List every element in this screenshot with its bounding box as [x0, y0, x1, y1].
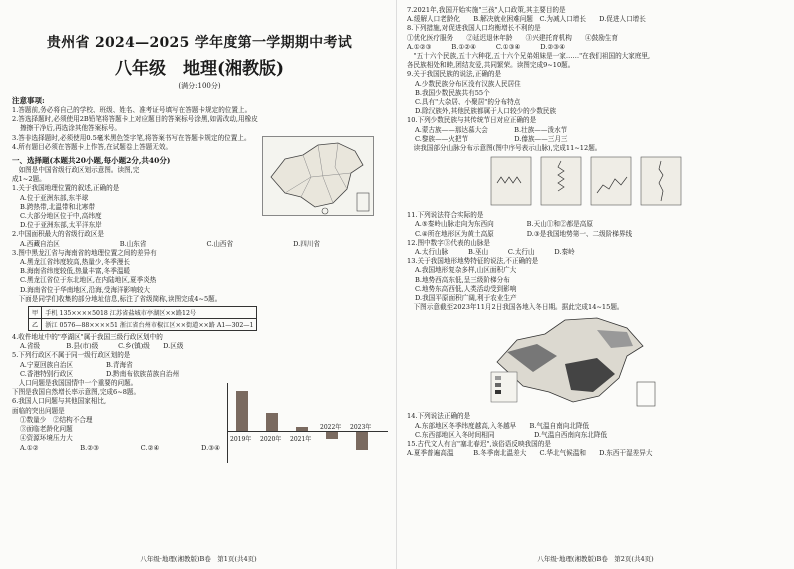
- note-line: 1.答题前,务必将自己的学校、班级、姓名、准考证号填写在答题卡规定的位置上。: [12, 106, 252, 114]
- options-row: [12, 444, 220, 453]
- option: B.②③: [80, 443, 100, 452]
- option-line: A.省级 B.县(市)级 C.乡(镇)级 D.区级: [20, 342, 184, 351]
- chart-bar: [296, 427, 308, 431]
- notes-heading: 注意事项:: [12, 96, 45, 105]
- option-line: ①优化医疗服务 ②延迟退休年龄 ③兴建托育机构 ④鼓励生育: [407, 33, 618, 42]
- option: C.山西省: [206, 239, 234, 248]
- winter-onset-map: [407, 312, 782, 412]
- option-line: A.①②③ B.①②④ C.①③④ D.②③④: [407, 42, 566, 51]
- note-line: 擦擦干净后,再选涂其他答案标号。: [20, 124, 122, 133]
- question-line: 3.图中黑龙江省与海南省的地理位置之间的差异有: [12, 248, 157, 257]
- table-cell: 乙: [29, 319, 42, 331]
- option-line: ③面临老龄化问题: [20, 425, 73, 434]
- question-line: 读我国部分山脉分布示意图(图中序号表示山脉),完成11~12题。: [407, 144, 602, 153]
- table-cell: 手机 135××××5018 江苏省盐城市亭湖区××路12号: [42, 307, 257, 319]
- china-province-map: [262, 136, 374, 216]
- question-line: 4.收件地址中的"亭湖区"属于我国三级行政区划中的: [12, 333, 163, 342]
- option-line: A.⑤秦岭山脉走向为东西向 B.天山①和②都是高原: [415, 220, 593, 229]
- page-footer: 八年级·地理(湘教版)B卷 第2页(共4页): [537, 555, 654, 563]
- question-line: 下图是我国自然增长率示意图,完成6~8题。: [12, 388, 141, 397]
- question-line: 11.下列说法符合实际的是: [407, 211, 484, 220]
- chart-year-label: 2020年: [260, 436, 282, 444]
- question-line: 下图示意截至2023年11月2日我国各地入冬日期。据此完成14~15题。: [407, 303, 624, 312]
- question-line: 2.中国面积最大的省级行政区是: [12, 230, 105, 239]
- question-line: 7.2021年,我国开始实施"三孩"人口政策,其主要目的是: [407, 6, 566, 14]
- china-map-icon: [263, 137, 373, 215]
- note-line: 2.答选择题时,必须使用2B铅笔将答题卡上对应题目的答案标号涂黑,如需改动,用橡皮: [12, 115, 258, 124]
- option-line: A.东部地区冬季纬度越高,入冬越早 B.气温自南向北降低: [415, 421, 590, 430]
- exam-title: 贵州省 2024—2025 学年度第一学期期中考试: [46, 35, 353, 51]
- option-line: A.太行山脉 B.巫山 C.太行山 D.秦岭: [415, 248, 575, 257]
- option-line: A.蒙古族——那达慕大会 B.壮族——泼水节: [415, 125, 568, 134]
- option-line: A.宁夏回族自治区 B.青海省: [20, 360, 133, 369]
- question-line: 10.下列少数民族与其传统节日对应正确的是: [407, 116, 537, 125]
- question-line: 14.下列说法正确的是: [407, 412, 471, 421]
- chart-year-label: 2021年: [290, 436, 312, 444]
- option: A.西藏自治区: [20, 239, 60, 248]
- chart-bar: [326, 432, 338, 439]
- chart-year-label: 2019年: [230, 436, 252, 444]
- question-line: 1.关于我国地理位置的叙述,正确的是: [12, 184, 120, 193]
- table-row: [29, 307, 257, 319]
- option: D.四川省: [293, 239, 320, 248]
- exam-subtitle: 八年级 地理(湘教版): [114, 59, 285, 79]
- chart-bar: [266, 413, 278, 431]
- option-line: A.夏季普遍高温 B.冬季南北温差大 C.华北气候温和 D.东西干湿差异大: [407, 449, 653, 458]
- question-line: 下面是同学们收集的部分地址信息,标注了省级简称,读图完成4~5题。: [12, 294, 222, 303]
- option-line: C.黑龙江省位于东北地区,在内陆地区,夏季炎热: [20, 276, 157, 285]
- option-line: A.我国地形复杂多样,山区面积广大: [415, 266, 517, 275]
- option-line: D.除汉族外,其他民族都属于人口较少的少数民族: [415, 107, 557, 116]
- option-line: C.④所在地形区为黄土高原 D.③是我国地势第一、二级阶梯界线: [415, 229, 633, 238]
- question-line: "五十六个民族,五十六种花,五十六个兄弟姐妹是一家……"在我们祖国的大家庭里,: [407, 52, 651, 61]
- question-line: 成1~2题。: [12, 175, 46, 184]
- table-cell: 浙江 0576—88××××51 浙江省台州市椒江区××街道××路 A1—302—1: [42, 319, 257, 331]
- mountain-ranges-icon: [487, 153, 794, 209]
- option-line: ①数量少 ②结构不合理: [20, 415, 93, 424]
- chart-year-label: 2022年: [320, 424, 342, 432]
- option-line: C.东西部地区入冬时间相同 D.气温自西南向东北降低: [415, 430, 608, 439]
- section-heading: 一、选择题(本题共20小题,每小题2分,共40分): [12, 156, 171, 166]
- question-line: 12.图中数字③代表的山脉是: [407, 238, 491, 247]
- mountain-map-strip: [407, 153, 782, 211]
- question-line: 13.关于我国地形地势特征的说法,不正确的是: [407, 257, 539, 266]
- table-row: [29, 319, 257, 331]
- question-line: 5.下列行政区不属于同一级行政区划的是: [12, 351, 131, 360]
- option-line: C.香港特别行政区 D.黔南布依族苗族自治州: [20, 369, 180, 378]
- option-line: A.少数民族分布区没有汉族人民居住: [415, 79, 521, 88]
- option: D.③④: [201, 443, 220, 452]
- option-line: A.黑龙江省纬度较高,热量少,冬季漫长: [20, 258, 130, 267]
- option-line: C.黎族——火把节 D.傣族——三月三: [415, 134, 568, 143]
- question-line: 9.关于我国民族的说法,正确的是: [407, 70, 502, 79]
- options-row: [12, 240, 320, 249]
- question-line: 人口问题是我国国情中一个重要的问题。: [12, 379, 138, 388]
- option: A.①②: [20, 443, 39, 452]
- question-line: 8.下列措施,对促进我国人口均衡增长不利的是: [407, 24, 541, 33]
- note-line: 3.答非选择题时,必须使用0.5毫米黑色签字笔,将答案书写在答题卡规定的位置上。: [12, 133, 251, 142]
- option: B.山东省: [119, 239, 147, 248]
- page-2: [397, 0, 794, 569]
- exam-score: (满分:100分): [178, 82, 221, 90]
- question-line: 面临的突出问题是: [12, 406, 65, 415]
- question-line: 6.我国人口问题与其他国家相比,: [12, 397, 107, 406]
- option-line: C.地势东高西低,人类活动受到影响: [415, 284, 517, 293]
- option-line: B.地势西高东低,呈三级阶梯分布: [415, 275, 510, 284]
- table-cell: 甲: [29, 307, 42, 319]
- option-line: C.具有"大杂居、小聚居"的分布特点: [415, 98, 521, 107]
- option: C.②④: [140, 443, 160, 452]
- option-line: B.跨热带,北温带和北寒带: [20, 202, 95, 211]
- option-line: A.缓解人口老龄化 B.解决就业困难问题 C.为减人口增长 D.促进人口增长: [407, 15, 646, 24]
- question-line: 如图是中国省级行政区划示意图。读图,完: [12, 166, 140, 175]
- option-line: C.大部分地区位于中,高纬度: [20, 212, 102, 221]
- page-footer: 八年级·地理(湘教版)B卷 第1页(共4页): [140, 555, 257, 563]
- option-line: D.海南省位于华南地区,沿海,受海洋影响较大: [20, 285, 151, 294]
- chart-bar: [236, 391, 248, 431]
- chart-year-label: 2023年: [350, 424, 372, 432]
- growth-rate-chart: [227, 383, 388, 463]
- address-table: [28, 306, 257, 331]
- option-line: B.我国少数民族共有55个: [415, 88, 490, 97]
- option-line: B.海南省纬度较低,热量丰富,冬季温暖: [20, 267, 131, 276]
- option-line: ④资源环境压力大: [20, 434, 73, 443]
- note-line: 4.所有题目必须在答题卡上作答,在试题卷上答题无效。: [12, 142, 173, 151]
- chart-bar: [356, 432, 368, 450]
- option-line: A.位于亚洲东部,东半球: [20, 193, 89, 202]
- option-line: D.我国平原面积广阔,利于农业生产: [415, 294, 517, 303]
- question-line: 15.古代文人有言"塞北春迟",该俗语反映我国的是: [407, 440, 551, 449]
- china-winter-map-icon: [487, 312, 667, 410]
- option-line: D.位于亚洲东部,太平洋东岸: [20, 221, 102, 230]
- question-line: 各民族相处和睦,团结友爱,共同繁荣。读图完成9~10题。: [407, 61, 575, 70]
